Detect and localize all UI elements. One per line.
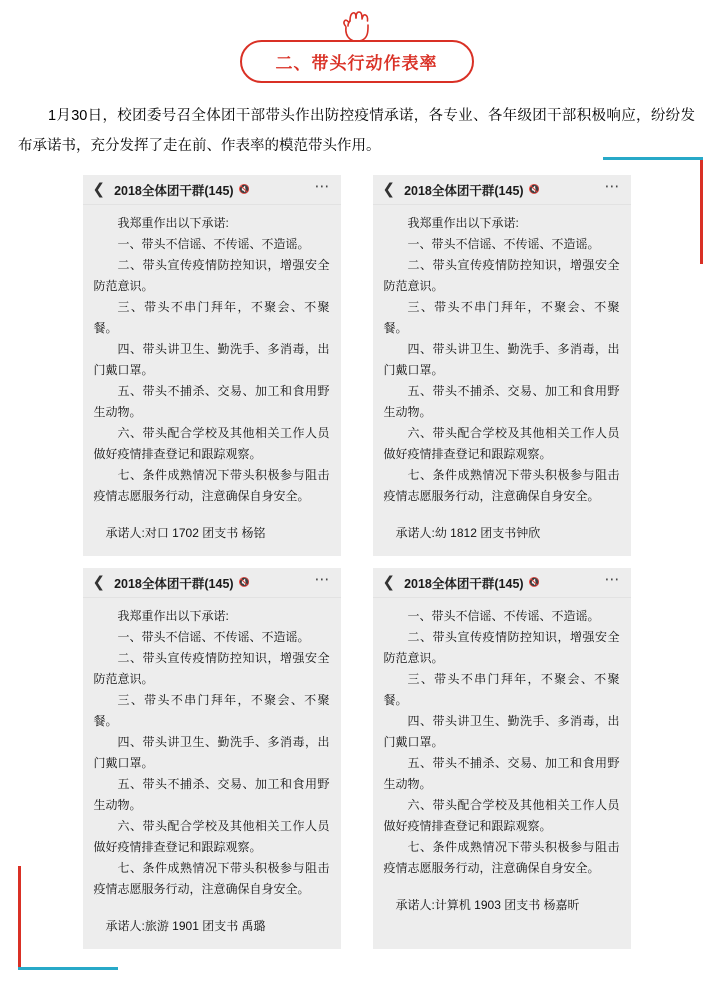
chat-header: [373, 568, 631, 598]
chat-header: [83, 568, 341, 598]
message-line: 一、带头不信谣、不传谣、不造谣。: [117, 237, 310, 251]
message-line: 六、带头配合学校及其他相关工作人员做好疫情排查登记和跟踪观察。: [383, 426, 620, 461]
chat-message-body: [83, 205, 341, 556]
message-line: 我郑重作出以下承诺:: [117, 609, 229, 623]
message-line: 二、带头宣传疫情防控知识，增强安全防范意识。: [93, 258, 330, 293]
mute-icon: 🔇: [528, 577, 540, 587]
chat-message-body: [83, 598, 341, 949]
chat-screenshot-card: [83, 175, 341, 556]
decor-line-bottom-left-horizontal: [18, 967, 118, 970]
back-chevron-icon[interactable]: ❮: [382, 573, 396, 591]
message-line: 七、条件成熟情况下带头积极参与阻击疫情志愿服务行动，注意确保自身安全。: [383, 840, 620, 875]
intro-text: 1月30日，校团委号召全体团干部带头作出防控疫情承诺，各专业、各年级团干部积极响应，纷纷发布承诺书，充分发挥了走在前、作表率的模范带头作用。: [18, 108, 695, 154]
message-line: 四、带头讲卫生、勤洗手、多消毒，出门戴口罩。: [383, 342, 620, 377]
decor-line-bottom-left-vertical: [18, 866, 21, 970]
message-line: 一、带头不信谣、不传谣、不造谣。: [407, 237, 600, 251]
message-line: 我郑重作出以下承诺:: [117, 216, 229, 230]
message-line: 七、条件成熟情况下带头积极参与阻击疫情志愿服务行动，注意确保自身安全。: [383, 468, 620, 503]
decor-line-top-right-horizontal: [603, 157, 703, 160]
more-dots-icon[interactable]: ⋯: [314, 571, 331, 588]
decor-line-top-right-vertical: [700, 160, 703, 264]
chat-header: [83, 175, 341, 205]
message-line: 七、条件成熟情况下带头积极参与阻击疫情志愿服务行动，注意确保自身安全。: [93, 468, 330, 503]
mute-icon: 🔇: [238, 577, 250, 587]
message-line: 四、带头讲卫生、勤洗手、多消毒，出门戴口罩。: [383, 714, 620, 749]
message-line: 三、带头不串门拜年，不聚会、不聚餐。: [93, 300, 330, 335]
intro-paragraph: [18, 101, 695, 161]
message-signature: 承诺人:幼 1812 团支书钟欣: [395, 526, 541, 540]
mute-icon: 🔇: [528, 184, 540, 194]
more-dots-icon[interactable]: ⋯: [604, 571, 621, 588]
more-dots-icon[interactable]: ⋯: [604, 178, 621, 195]
message-line: 三、带头不串门拜年，不聚会、不聚餐。: [93, 693, 330, 728]
raised-fist-icon: [337, 8, 377, 44]
message-line: 二、带头宣传疫情防控知识，增强安全防范意识。: [93, 651, 330, 686]
chat-screenshot-card: [373, 568, 631, 949]
message-line: 六、带头配合学校及其他相关工作人员做好疫情排查登记和跟踪观察。: [383, 798, 620, 833]
message-line: 五、带头不捕杀、交易、加工和食用野生动物。: [93, 777, 330, 812]
message-signature: 承诺人:对口 1702 团支书 杨铭: [105, 526, 266, 540]
chat-group-name: 2018全体团干群(145): [404, 576, 524, 591]
screenshot-grid: [0, 175, 713, 949]
more-dots-icon[interactable]: ⋯: [314, 178, 331, 195]
message-line: 一、带头不信谣、不传谣、不造谣。: [407, 609, 600, 623]
chat-message-body: [373, 205, 631, 556]
back-chevron-icon[interactable]: ❮: [382, 180, 396, 198]
chat-message-body: [373, 598, 631, 949]
back-chevron-icon[interactable]: ❮: [92, 180, 106, 198]
message-line: 我郑重作出以下承诺:: [407, 216, 519, 230]
message-line: 五、带头不捕杀、交易、加工和食用野生动物。: [93, 384, 330, 419]
page-title: 二、带头行动作表率: [275, 54, 438, 73]
chat-group-name: 2018全体团干群(145): [114, 576, 234, 591]
chat-group-name: 2018全体团干群(145): [114, 183, 234, 198]
message-line: 五、带头不捕杀、交易、加工和食用野生动物。: [383, 384, 620, 419]
chat-screenshot-card: [83, 568, 341, 949]
mute-icon: 🔇: [238, 184, 250, 194]
message-line: 一、带头不信谣、不传谣、不造谣。: [117, 630, 310, 644]
message-line: 四、带头讲卫生、勤洗手、多消毒，出门戴口罩。: [93, 342, 330, 377]
message-line: 二、带头宣传疫情防控知识，增强安全防范意识。: [383, 630, 620, 665]
message-line: 二、带头宣传疫情防控知识，增强安全防范意识。: [383, 258, 620, 293]
message-line: 五、带头不捕杀、交易、加工和食用野生动物。: [383, 756, 620, 791]
message-line: 四、带头讲卫生、勤洗手、多消毒，出门戴口罩。: [93, 735, 330, 770]
chat-screenshot-card: [373, 175, 631, 556]
message-line: 六、带头配合学校及其他相关工作人员做好疫情排查登记和跟踪观察。: [93, 819, 330, 854]
message-signature: 承诺人:计算机 1903 团支书 杨嘉昕: [395, 898, 580, 912]
back-chevron-icon[interactable]: ❮: [92, 573, 106, 591]
section-header: [0, 0, 713, 83]
message-signature: 承诺人:旅游 1901 团支书 禹璐: [105, 919, 266, 933]
section-title-pill: [240, 40, 474, 83]
message-line: 三、带头不串门拜年，不聚会、不聚餐。: [383, 672, 620, 707]
chat-group-name: 2018全体团干群(145): [404, 183, 524, 198]
message-line: 六、带头配合学校及其他相关工作人员做好疫情排查登记和跟踪观察。: [93, 426, 330, 461]
message-line: 七、条件成熟情况下带头积极参与阻击疫情志愿服务行动，注意确保自身安全。: [93, 861, 330, 896]
chat-header: [373, 175, 631, 205]
message-line: 三、带头不串门拜年，不聚会、不聚餐。: [383, 300, 620, 335]
